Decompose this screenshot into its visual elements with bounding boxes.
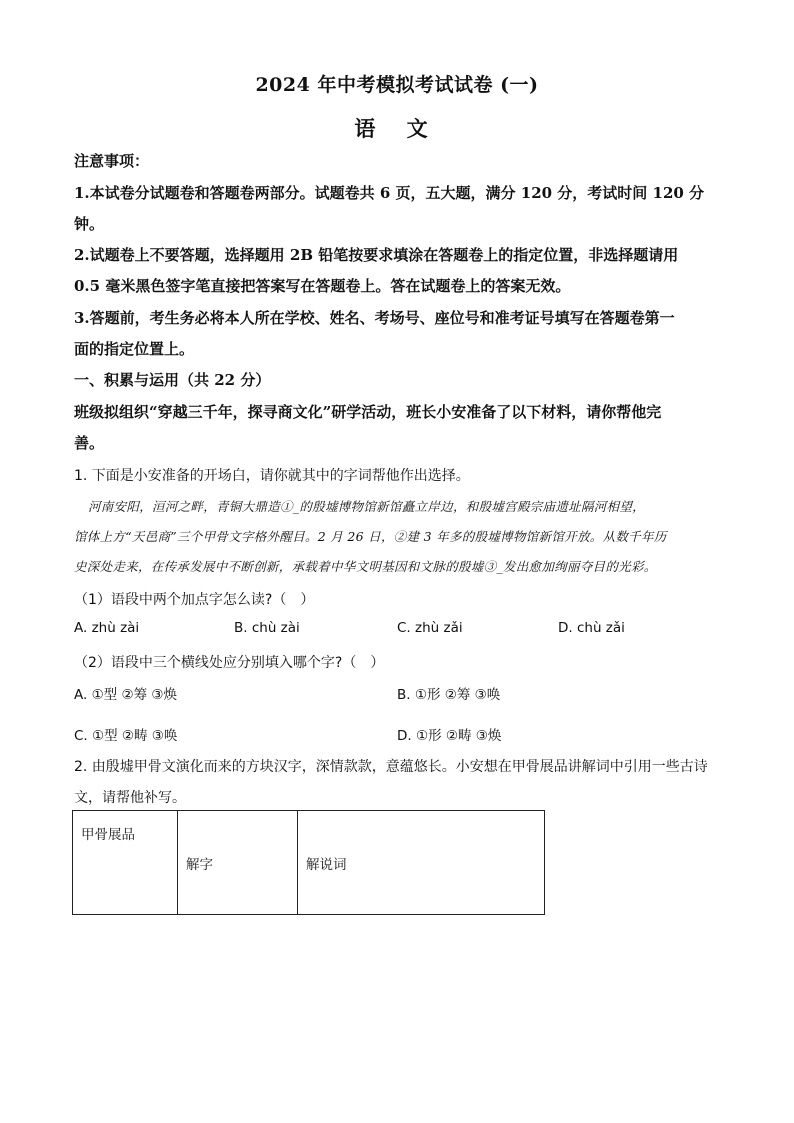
table-cell-explain-character: 解字 [178, 811, 298, 915]
section-intro: 班级拟组织“穿越三千年，探寻商文化”研学活动，班长小安准备了以下材料，请你帮他完 [74, 403, 662, 421]
question-2-stem: 文，请帮他补写。 [74, 790, 186, 806]
question-2-stem: 2. 由殷墟甲骨文演化而来的方块汉字，深情款款，意蕴悠长。小安想在甲骨展品讲解词中引用一些古诗 [74, 759, 708, 775]
passage-line: 河南安阳，洹河之畔，青铜大鼎造①_的殷墟博物馆新馆矗立岸边，和殷墟宫殿宗庙遗址隔河相望， [88, 499, 645, 514]
notice-line: 2.试题卷上不要答题，选择题用 2B 铅笔按要求填涂在答题卷上的指定位置，非选择题请用 [74, 246, 679, 264]
section-intro: 善。 [74, 434, 105, 452]
section-heading: 一、积累与运用（共 22 分） [74, 371, 271, 389]
passage-line: 史深处走来，在传承发展中不断创新，承载着中华文明基因和文脉的殷墟③_发出愈加绚丽夺目的光彩。 [74, 559, 657, 574]
option-b: B. ①形 ②筹 ③唤 [397, 687, 501, 703]
table-cell-exhibit: 甲骨展品 [73, 811, 178, 915]
option-d: D. ①形 ②畴 ③焕 [397, 728, 502, 744]
subquestion-2-stem: （2）语段中三个横线处应分别填入哪个字?（ ） [74, 655, 385, 671]
exam-title: 2024 年中考模拟考试试卷 (一) [255, 74, 539, 96]
passage-line: 馆体上方“天邑商”三个甲骨文字格外醒目。2 月 26 日，②建 3 年多的殷墟博物馆新馆开放。从数千年历 [74, 529, 667, 544]
notice-line: 0.5 毫米黑色签字笔直接把答案写在答题卷上。答在试题卷上的答案无效。 [74, 277, 571, 295]
question-1-stem: 1. 下面是小安准备的开场白，请你就其中的字词帮他作出选择。 [74, 468, 470, 484]
option-a: A. zhù zài [74, 620, 140, 636]
notice-line: 钟。 [74, 215, 105, 233]
option-b: B. chù zài [234, 620, 300, 636]
subquestion-1-stem: （1）语段中两个加点字怎么读?（ ） [74, 592, 315, 608]
notice-heading: 注意事项： [74, 152, 150, 170]
exhibit-table [72, 810, 545, 915]
option-c: C. zhù zǎi [397, 620, 463, 636]
table-row [73, 811, 545, 915]
notice-line: 面的指定位置上。 [74, 340, 195, 358]
option-c: C. ①型 ②畴 ③唤 [74, 728, 178, 744]
option-d: D. chù zǎi [558, 620, 625, 636]
notice-line: 3.答题前，考生务必将本人所在学校、姓名、考场号、座位号和准考证号填写在答题卷第一 [74, 309, 675, 327]
notice-line: 1.本试卷分试题卷和答题卷两部分。试题卷共 6 页，五大题，满分 120 分，考试时间 120 分 [74, 184, 705, 202]
subject-title: 语 文 [354, 116, 440, 141]
option-a: A. ①型 ②筹 ③焕 [74, 687, 177, 703]
table-cell-commentary: 解说词 [298, 811, 545, 915]
